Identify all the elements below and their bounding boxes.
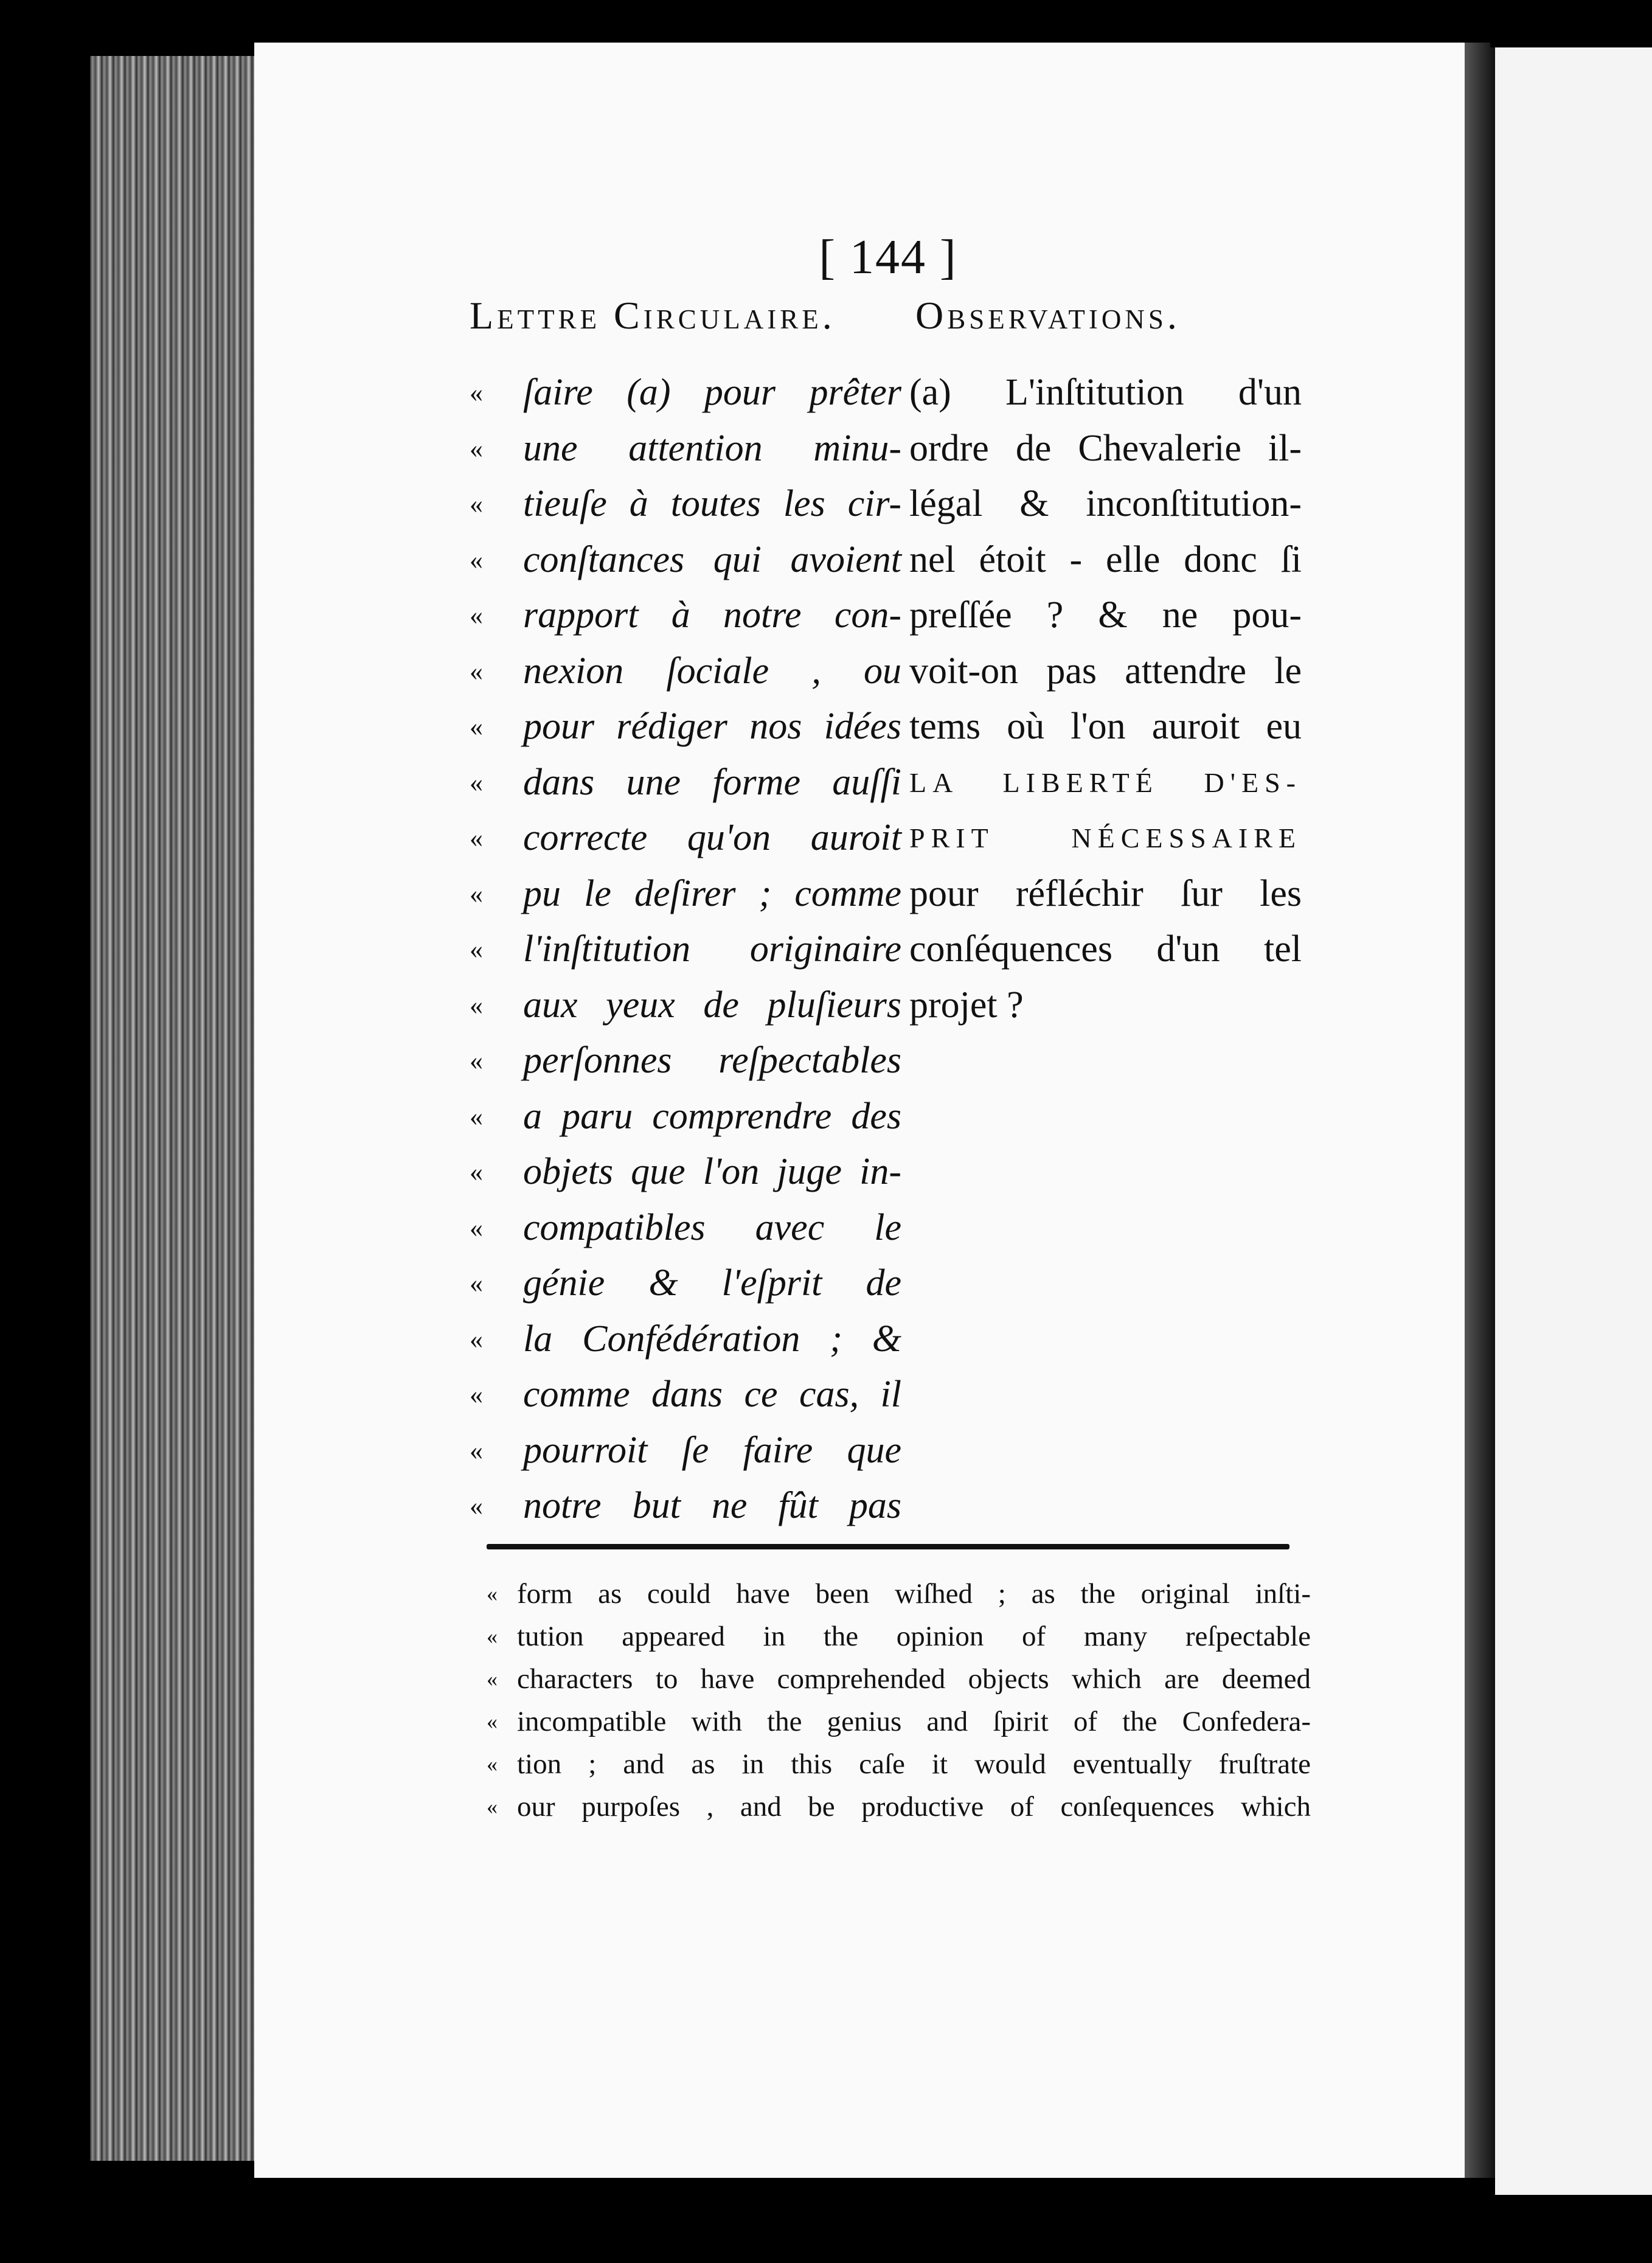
letter-line bbox=[470, 1144, 901, 1200]
quotation-mark: « bbox=[487, 1667, 498, 1691]
footnote-text: form as could have been wiſhed ; as the original inſti- bbox=[517, 1578, 1311, 1610]
letter-text: une attention minu- bbox=[523, 427, 901, 469]
letter-line bbox=[470, 755, 901, 811]
footnote-text: incompatible with the genius and ſpirit of the Confedera- bbox=[517, 1706, 1311, 1737]
footnote-text: characters to have comprehended objects which are deemed bbox=[517, 1663, 1311, 1695]
observation-line: nel étoit - elle donc ſi bbox=[909, 538, 1302, 580]
quotation-mark: « bbox=[470, 1212, 483, 1243]
letter-text: l'inſtitution originaire bbox=[523, 928, 901, 970]
quotation-mark: « bbox=[470, 600, 483, 630]
letter-line bbox=[470, 1478, 901, 1534]
quotation-mark: « bbox=[470, 712, 483, 742]
observation-line: tems où l'on auroit eu bbox=[909, 706, 1302, 747]
observation-line: légal & inconſtitution- bbox=[909, 483, 1302, 524]
quotation-mark: « bbox=[470, 378, 483, 408]
letter-text: ſaire (a) pour prêter bbox=[523, 372, 901, 413]
letter-text: correcte qu'on auroit bbox=[523, 817, 901, 858]
quotation-mark: « bbox=[470, 656, 483, 686]
quotation-mark: « bbox=[487, 1752, 498, 1776]
letter-line bbox=[470, 365, 901, 421]
footnote-text: our purpoſes , and be productive of conſequences which bbox=[517, 1791, 1311, 1823]
left-column-heading: Lettre Circulaire. bbox=[470, 294, 836, 337]
quotation-mark: « bbox=[470, 878, 483, 909]
quotation-mark: « bbox=[470, 1046, 483, 1076]
letter-text: génie & l'eſprit de bbox=[523, 1262, 901, 1304]
scan-border bbox=[1490, 0, 1652, 47]
page-number: [ 144 ] bbox=[819, 231, 957, 284]
observation-line: conſéquences d'un tel bbox=[909, 928, 1302, 970]
letter-line bbox=[470, 1089, 901, 1145]
quotation-mark: « bbox=[470, 489, 483, 519]
observation-line: PRIT NÉCESSAIRE bbox=[909, 822, 1302, 853]
footnote-line bbox=[487, 1615, 1311, 1658]
letter-text: dans une forme auſſi bbox=[523, 761, 901, 803]
letter-line bbox=[470, 699, 901, 755]
letter-column bbox=[470, 365, 901, 1534]
observation-line: pour réfléchir ſur les bbox=[909, 872, 1302, 914]
quotation-mark: « bbox=[487, 1624, 498, 1649]
english-footnote bbox=[487, 1573, 1311, 1828]
quotation-mark: « bbox=[470, 544, 483, 575]
letter-text: conſtances qui avoient bbox=[523, 538, 901, 580]
letter-line bbox=[470, 588, 901, 644]
footnote-line bbox=[487, 1700, 1311, 1743]
right-column-heading: Observations. bbox=[915, 294, 1181, 337]
letter-line bbox=[470, 1033, 901, 1089]
quotation-mark: « bbox=[470, 767, 483, 798]
footnote-text: tution appeared in the opinion of many reſpectable bbox=[517, 1621, 1311, 1652]
observation-line: LA LIBERTÉ D'ES- bbox=[909, 766, 1302, 798]
footnote-line bbox=[487, 1573, 1311, 1615]
letter-line bbox=[470, 644, 901, 700]
letter-text: notre but ne fût pas bbox=[523, 1485, 901, 1526]
letter-line bbox=[470, 1312, 901, 1368]
letter-text: a paru comprendre des bbox=[523, 1095, 901, 1137]
quotation-mark: « bbox=[470, 1435, 483, 1465]
quotation-mark: « bbox=[470, 1268, 483, 1298]
letter-text: objets que l'on juge in- bbox=[523, 1151, 901, 1192]
footnote-rule bbox=[487, 1544, 1289, 1549]
letter-line bbox=[470, 922, 901, 978]
letter-line bbox=[470, 810, 901, 866]
letter-text: pourroit ſe faire que bbox=[523, 1429, 901, 1471]
letter-line bbox=[470, 1423, 901, 1479]
letter-line bbox=[470, 1256, 901, 1312]
book-page-edges bbox=[90, 56, 266, 2161]
footnote-text: tion ; and as in this caſe it would eventually fruſtrate bbox=[517, 1748, 1311, 1780]
letter-line bbox=[470, 476, 901, 532]
letter-text: pu le deſirer ; comme bbox=[523, 872, 901, 914]
quotation-mark: « bbox=[487, 1582, 498, 1606]
observation-line: ordre de Chevalerie il- bbox=[909, 427, 1302, 469]
observation-line: (a) L'inſtitution d'un bbox=[909, 372, 1302, 413]
quotation-mark: « bbox=[470, 1157, 483, 1187]
letter-line bbox=[470, 532, 901, 588]
letter-text: rapport à notre con- bbox=[523, 594, 901, 636]
quotation-mark: « bbox=[487, 1795, 498, 1819]
letter-line bbox=[470, 1367, 901, 1423]
letter-line bbox=[470, 1200, 901, 1256]
letter-text: tieuſe à toutes les cir- bbox=[523, 483, 901, 524]
footnote-line bbox=[487, 1658, 1311, 1700]
observation-line: preſſée ? & ne pou- bbox=[909, 594, 1302, 636]
quotation-mark: « bbox=[470, 433, 483, 464]
letter-text: compatibles avec le bbox=[523, 1206, 901, 1248]
letter-text: comme dans ce cas, il bbox=[523, 1374, 901, 1415]
quotation-mark: « bbox=[470, 990, 483, 1020]
quotation-mark: « bbox=[470, 1324, 483, 1354]
letter-text: la Confédération ; & bbox=[523, 1318, 901, 1360]
facing-page bbox=[1495, 47, 1652, 2195]
letter-line bbox=[470, 978, 901, 1034]
letter-text: nexion ſociale , ou bbox=[523, 650, 901, 692]
quotation-mark: « bbox=[470, 934, 483, 964]
letter-line bbox=[470, 866, 901, 922]
quotation-mark: « bbox=[470, 1491, 483, 1521]
observation-line: projet ? bbox=[909, 984, 1024, 1026]
quotation-mark: « bbox=[470, 1101, 483, 1132]
letter-line bbox=[470, 421, 901, 477]
observation-line: voit-on pas attendre le bbox=[909, 650, 1302, 692]
letter-text: aux yeux de pluſieurs bbox=[523, 984, 901, 1026]
footnote-line bbox=[487, 1785, 1311, 1828]
quotation-mark: « bbox=[470, 823, 483, 853]
quotation-mark: « bbox=[487, 1709, 498, 1734]
letter-text: pour rédiger nos idées bbox=[523, 706, 901, 747]
quotation-mark: « bbox=[470, 1380, 483, 1410]
book-gutter bbox=[1465, 43, 1495, 2178]
footnote-line bbox=[487, 1743, 1311, 1785]
letter-text: perſonnes reſpectables bbox=[523, 1040, 901, 1081]
observations-column bbox=[909, 365, 1302, 1033]
